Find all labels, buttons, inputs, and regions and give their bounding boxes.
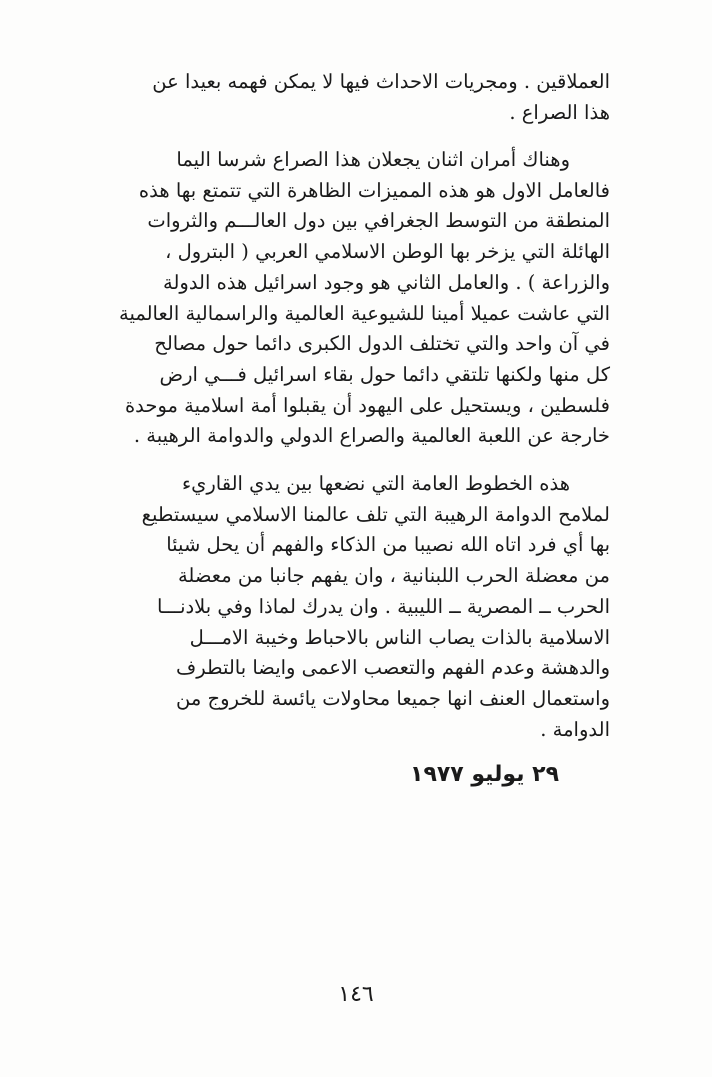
text-line: العملاقين . ومجريات الاحداث فيها لا يمكن فهمه بعيدا عن xyxy=(152,70,610,93)
page-number: ١٤٦ xyxy=(338,982,374,1007)
text-line: والزراعة ) . والعامل الثاني هو وجود اسرائيل هذه الدولة xyxy=(163,270,610,294)
text-line: هذا الصراع . xyxy=(509,100,610,124)
text-line: في آن واحد والتي تختلف الدول الكبرى دائما حول مصالح xyxy=(154,332,610,356)
text-line: لملامح الدوامة الرهيبة التي تلف عالمنا الاسلامي سيستطيع xyxy=(141,502,610,526)
text-line: فالعامل الاول هو هذه المميزات الظاهرة التي تتمتع بها هذه xyxy=(138,178,610,202)
text-line: الدوامة . xyxy=(540,717,610,741)
text-line: الهائلة التي يزخر بها الوطن الاسلامي العربي ( البترول ، xyxy=(165,240,610,264)
text-line: فلسطين ، ويستحيل على اليهود أن يقبلوا أمة اسلامية موحدة xyxy=(124,393,610,417)
text-line: بها أي فرد اتاه الله نصيبا من الذكاء والفهم أن يحل شيئا xyxy=(166,533,610,557)
text-line: المنطقة من التوسط الجغرافي بين دول العالـــم والثروات xyxy=(147,209,610,233)
text-line: التي عاشت عميلا أمينا للشيوعية العالمية والراسمالية العالمية xyxy=(119,301,610,325)
text-line: خارجة عن اللعبة العالمية والصراع الدولي والدوامة الرهيبة . xyxy=(133,424,610,448)
text-line: والدهشة وعدم الفهم والتعصب الاعمى وايضا بالتطرف xyxy=(176,656,610,680)
text-line: كل منها ولكنها تلتقي دائما حول بقاء اسرائيل فـــي ارض xyxy=(159,362,610,386)
text-line: هذه الخطوط العامة التي نضعها بين يدي القاريء xyxy=(181,472,570,495)
text-line: واستعمال العنف انها جميعا محاولات يائسة للخروج من xyxy=(176,686,610,710)
signature-date: ٢٩ يوليو ١٩٧٧ xyxy=(410,762,559,787)
text-line: من معضلة الحرب اللبنانية ، وان يفهم جانبا من معضلة xyxy=(177,564,610,588)
text-line: وهناك أمران اثنان يجعلان هذا الصراع شرسا اليما xyxy=(176,148,570,171)
text-line: الاسلامية بالذات يصاب الناس بالاحباط وخيبة الامـــل xyxy=(189,625,610,649)
paragraph-2 xyxy=(76,145,610,452)
text-line: الحرب ــ المصرية ــ الليبية . وان يدرك لماذا وفي بلادنـــا xyxy=(156,594,610,618)
paragraph-1 xyxy=(76,67,610,128)
paragraph-3 xyxy=(76,469,610,745)
